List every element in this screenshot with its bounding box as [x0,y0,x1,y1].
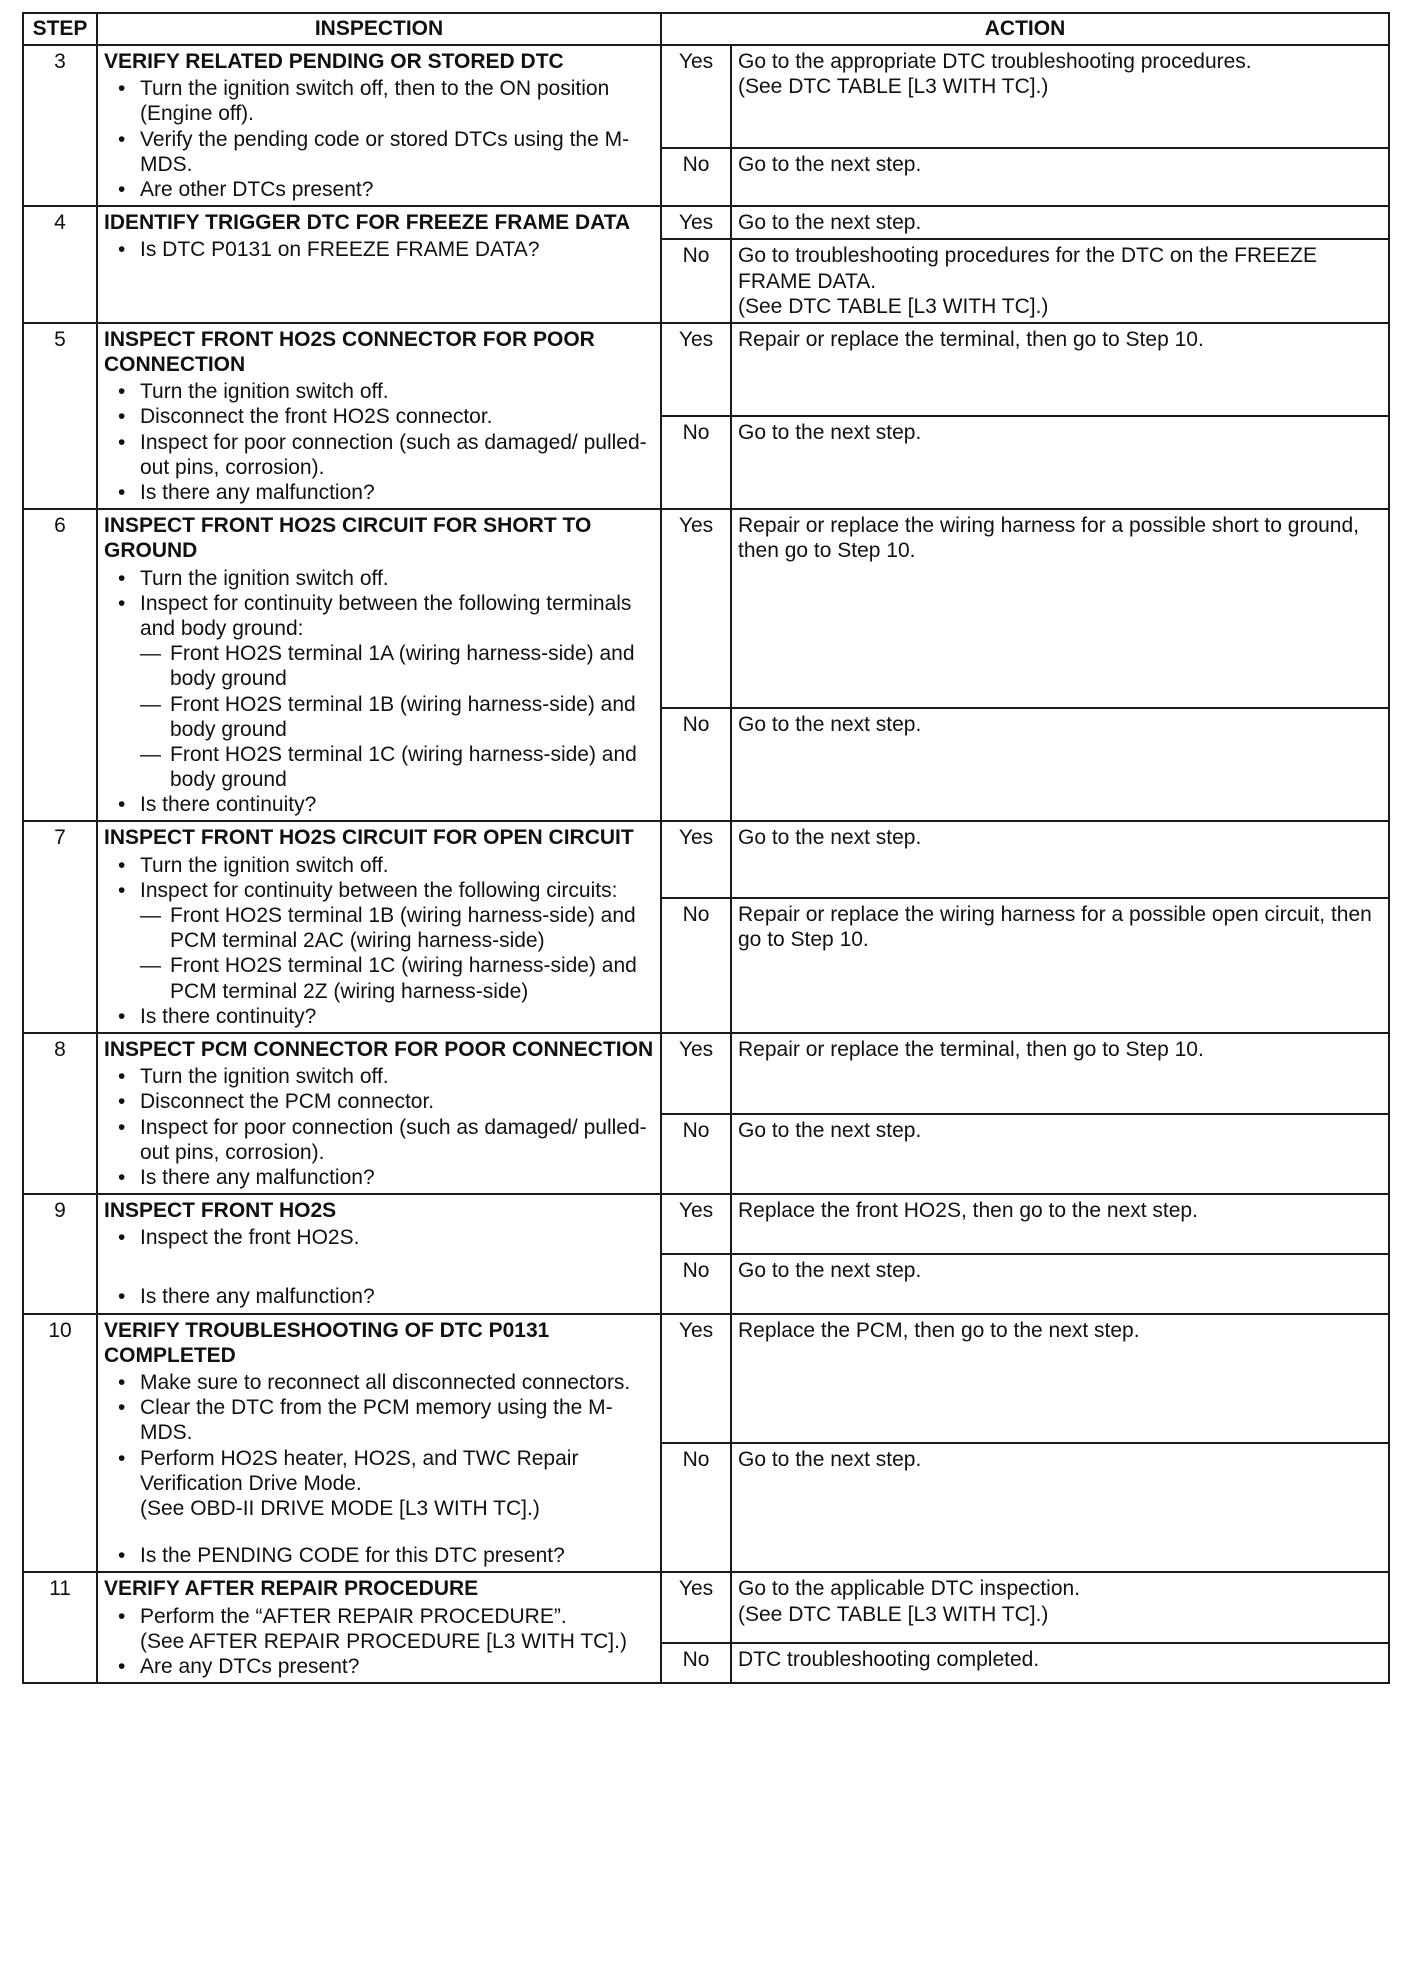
inspection-items [104,853,654,1029]
inspection-items [104,76,654,202]
inspection-cell [97,509,661,821]
inspection-cell [97,323,661,509]
action-line: (See DTC TABLE [L3 WITH TC].) [738,75,1049,99]
inspection-item-text: • Inspect for continuity between the following terminals and body ground: [140,591,632,640]
step-row-yes [23,1194,1389,1254]
action-line: Repair or replace the terminal, then go to Step 10. [738,327,1204,351]
inspection-item-text: • Clear the DTC from the PCM memory using the M-MDS. [140,1396,613,1445]
step-number: 6 [23,509,97,821]
action-line: Replace the PCM, then go to the next step. [738,1318,1140,1342]
no-label: No [661,148,731,206]
table-header-row [23,13,1389,45]
inspection-item [104,430,654,480]
inspection-title: INSPECT PCM CONNECTOR FOR POOR CONNECTION [104,1037,654,1061]
action-line: DTC troubleshooting completed. [738,1647,1040,1671]
yes-action [731,323,1389,416]
step-row-yes [23,45,1389,148]
inspection-item-note: (See OBD-II DRIVE MODE [L3 WITH TC].) [140,1496,540,1520]
yes-action [731,45,1389,148]
action-line: (See DTC TABLE [L3 WITH TC].) [738,294,1049,318]
inspection-item [104,566,654,591]
inspection-title: INSPECT FRONT HO2S CIRCUIT FOR OPEN CIRCUIT [104,826,634,850]
inspection-item-text: • Make sure to reconnect all disconnected connectors. [140,1371,631,1394]
step-number: 4 [23,206,97,323]
no-label: No [661,708,731,821]
inspection-subitem: — Front HO2S terminal 1C (wiring harness-side) and PCM terminal 2Z (wiring harness-side) [140,953,654,1003]
yes-action [731,1314,1389,1443]
no-action [731,1443,1389,1572]
inspection-cell [97,1572,661,1683]
header-inspection: INSPECTION [97,13,661,45]
inspection-item [104,480,654,505]
inspection-title: VERIFY AFTER REPAIR PROCEDURE [104,1577,479,1601]
inspection-title: VERIFY TROUBLESHOOTING OF DTC P0131 COMPLETED [104,1318,550,1367]
yes-action [731,1033,1389,1114]
troubleshooting-sheet [22,12,1388,1684]
inspection-item-text: • Is the PENDING CODE for this DTC present? [140,1544,565,1568]
action-line: Replace the front HO2S, then go to the next step. [738,1199,1198,1223]
inspection-item-text: • Turn the ignition switch off. [140,853,389,877]
inspection-item-text: • Are any DTCs present? [140,1654,360,1678]
inspection-item [104,853,654,878]
inspection-item [104,1370,654,1395]
inspection-item-text: • Perform HO2S heater, HO2S, and TWC Repair Verification Drive Mode. [140,1446,579,1495]
yes-label: Yes [661,509,731,708]
inspection-cell [97,1194,661,1314]
step-number: 7 [23,821,97,1033]
inspection-item [104,1115,654,1165]
yes-action [731,1572,1389,1643]
inspection-cell [97,206,661,323]
step-row-yes [23,206,1389,239]
header-action: ACTION [661,13,1389,45]
inspection-items [104,1064,654,1190]
inspection-item [104,76,654,126]
inspection-subitem: — Front HO2S terminal 1B (wiring harness-side) and body ground [140,692,654,742]
inspection-items [104,1604,654,1680]
step-number: 8 [23,1033,97,1194]
action-line: (See DTC TABLE [L3 WITH TC].) [738,1602,1049,1626]
action-line: Go to the applicable DTC inspection. [738,1577,1081,1601]
inspection-item-text: • Is there continuity? [140,793,317,817]
inspection-item [104,127,654,177]
yes-label: Yes [661,206,731,239]
action-line: Go to the next step. [738,152,922,176]
inspection-items [104,1225,654,1309]
action-line: Repair or replace the wiring harness for a possible short to ground, then go to Step 10. [738,514,1359,563]
inspection-title: INSPECT FRONT HO2S CIRCUIT FOR SHORT TO GROUND [104,514,592,563]
inspection-cell [97,1033,661,1194]
yes-action [731,1194,1389,1254]
inspection-items [104,379,654,505]
inspection-item [104,1654,654,1679]
inspection-title: IDENTIFY TRIGGER DTC FOR FREEZE FRAME DATA [104,211,631,235]
action-line: Go to the next step. [738,211,922,235]
inspection-title: INSPECT FRONT HO2S CONNECTOR FOR POOR CONNECTION [104,327,595,377]
inspection-cell [97,1314,661,1573]
step-row-yes [23,821,1389,898]
step-number: 10 [23,1314,97,1573]
action-line: Go to the next step. [738,713,922,737]
inspection-title: VERIFY RELATED PENDING OR STORED DTC [104,50,564,73]
inspection-item-text: • Turn the ignition switch off, then to the ON position (Engine off). [140,77,610,126]
inspection-item-text: • Inspect for continuity between the following circuits: [140,878,618,902]
inspection-item [104,177,654,202]
inspection-item-text: • Turn the ignition switch off. [140,566,389,590]
inspection-subitems [140,903,654,1004]
no-action [731,148,1389,206]
no-action [731,1254,1389,1314]
action-line: Go to the next step. [738,1118,922,1142]
inspection-item [104,1165,654,1190]
action-line: Repair or replace the wiring harness for a possible open circuit, then go to Step 10. [738,903,1372,952]
inspection-item [104,792,654,817]
yes-label: Yes [661,1314,731,1443]
no-action [731,1643,1389,1683]
yes-label: Yes [661,1572,731,1643]
inspection-item [104,379,654,404]
inspection-item [104,237,654,262]
inspection-cell [97,45,661,206]
inspection-item-text: • Inspect the front HO2S. [140,1226,360,1250]
inspection-item [104,878,654,1004]
step-row-yes [23,1033,1389,1114]
step-number: 3 [23,45,97,206]
inspection-item-text: • Turn the ignition switch off. [140,380,389,404]
action-line: Go to troubleshooting procedures for the DTC on the FREEZE FRAME DATA. [738,244,1317,293]
no-label: No [661,898,731,1033]
action-line: Go to the next step. [738,1447,922,1471]
inspection-subitem: — Front HO2S terminal 1B (wiring harness-side) and PCM terminal 2AC (wiring harness-side) [140,903,654,953]
no-label: No [661,1254,731,1314]
inspection-subitems [140,641,654,792]
inspection-subitem: — Front HO2S terminal 1C (wiring harness-side) and body ground [140,742,654,792]
yes-action [731,821,1389,898]
inspection-item [104,1004,654,1029]
inspection-items [104,566,654,818]
inspection-item-text: • Inspect for poor connection (such as damaged/ pulled-out pins, corrosion). [140,1115,647,1164]
table-body [23,45,1389,1683]
yes-action [731,206,1389,239]
inspection-item [104,1604,654,1654]
inspection-item [104,1543,654,1568]
action-line: Go to the next step. [738,421,922,445]
inspection-item-text: • Is DTC P0131 on FREEZE FRAME DATA? [140,238,540,262]
inspection-item [104,1225,654,1250]
no-action [731,239,1389,323]
no-label: No [661,416,731,509]
inspection-cell [97,821,661,1033]
no-label: No [661,1114,731,1195]
inspection-item [104,1284,654,1309]
step-row-yes [23,323,1389,416]
step-number: 9 [23,1194,97,1314]
inspection-item-text: • Is there any malfunction? [140,1285,375,1309]
yes-label: Yes [661,323,731,416]
no-action [731,898,1389,1033]
step-row-yes [23,1572,1389,1643]
step-row-yes [23,1314,1389,1443]
action-line: Go to the next step. [738,1258,922,1282]
yes-label: Yes [661,1194,731,1254]
header-step: STEP [23,13,97,45]
inspection-title: INSPECT FRONT HO2S [104,1199,337,1223]
inspection-item-text: • Perform the “AFTER REPAIR PROCEDURE”. [140,1604,567,1628]
inspection-item-text: • Verify the pending code or stored DTCs using the M-MDS. [140,127,630,176]
yes-action [731,509,1389,708]
step-number: 11 [23,1572,97,1683]
troubleshooting-table [22,12,1390,1684]
inspection-item-text: • Is there any malfunction? [140,481,375,504]
no-label: No [661,239,731,323]
inspection-item-text: • Disconnect the front HO2S connector. [140,405,493,429]
no-label: No [661,1443,731,1572]
yes-label: Yes [661,45,731,148]
inspection-item-text: • Disconnect the PCM connector. [140,1090,435,1114]
inspection-item-note: (See AFTER REPAIR PROCEDURE [L3 WITH TC].) [140,1629,627,1653]
inspection-item [104,1446,654,1522]
no-action [731,708,1389,821]
inspection-item-text: • Are other DTCs present? [140,177,374,201]
inspection-items [104,1370,654,1568]
inspection-item-text: • Is there continuity? [140,1004,317,1028]
inspection-item-text: • Is there any malfunction? [140,1165,375,1189]
inspection-item [104,1089,654,1114]
no-action [731,1114,1389,1195]
inspection-item [104,1395,654,1445]
yes-label: Yes [661,1033,731,1114]
yes-label: Yes [661,821,731,898]
no-action [731,416,1389,509]
inspection-subitem: — Front HO2S terminal 1A (wiring harness-side) and body ground [140,641,654,691]
inspection-item [104,1064,654,1089]
inspection-item [104,591,654,793]
action-line: Repair or replace the terminal, then go to Step 10. [738,1037,1204,1061]
inspection-items [104,237,654,262]
action-line: Go to the appropriate DTC troubleshooting procedures. [738,50,1252,73]
step-number: 5 [23,323,97,509]
inspection-item-text: • Turn the ignition switch off. [140,1065,389,1089]
inspection-item-text: • Inspect for poor connection (such as damaged/ pulled-out pins, corrosion). [140,430,647,479]
no-label: No [661,1643,731,1683]
inspection-item [104,404,654,429]
action-line: Go to the next step. [738,826,922,850]
step-row-yes [23,509,1389,708]
